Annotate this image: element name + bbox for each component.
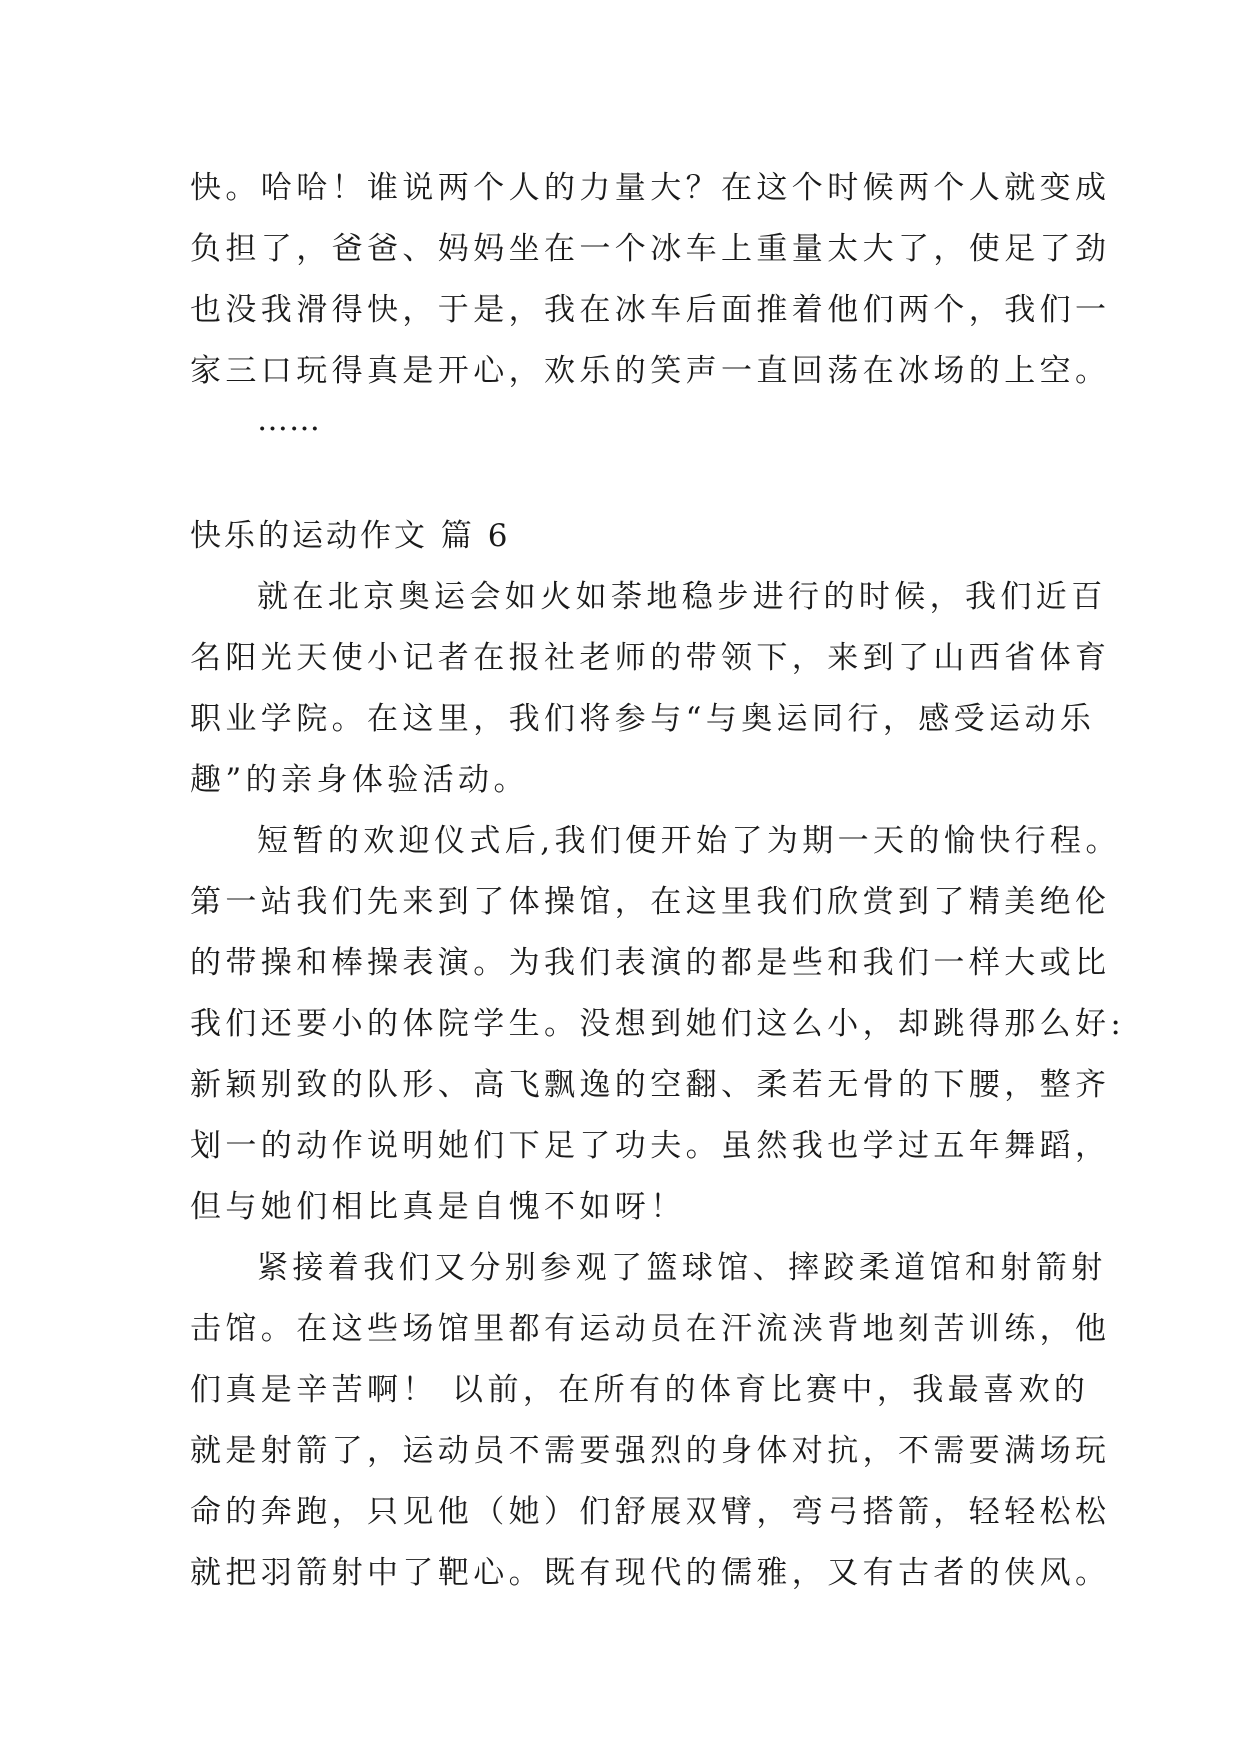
paragraph-2-line: 划一的动作说明她们下足了功夫。虽然我也学过五年舞蹈， <box>190 1128 1111 1164</box>
paragraph-3-line: 们真是辛苦啊！ 以前，在所有的体育比赛中，我最喜欢的 <box>190 1372 1090 1408</box>
paragraph-3-line: 就是射箭了，运动员不需要强烈的身体对抗，不需要满场玩 <box>190 1433 1111 1469</box>
section-heading: 快乐的运动作文 篇 6 <box>190 518 511 554</box>
paragraph-3-line: 就把羽箭射中了靶心。既有现代的儒雅，又有古者的侠风。 <box>190 1555 1111 1591</box>
paragraph-1-line: 趣”的亲身体验活动。 <box>190 762 529 798</box>
ellipsis: …… <box>257 402 321 438</box>
paragraph-3-line: 命的奔跑，只见他（她）们舒展双臂，弯弓搭箭，轻轻松松 <box>190 1494 1111 1530</box>
paragraph-2-line: 短暂的欢迎仪式后,我们便开始了为期一天的愉快行程。 <box>257 823 1121 859</box>
paragraph-2-line: 新颖别致的队形、高飞飘逸的空翻、柔若无骨的下腰，整齐 <box>190 1067 1111 1103</box>
text-line: 家三口玩得真是开心，欢乐的笑声一直回荡在冰场的上空。 <box>190 353 1111 389</box>
paragraph-1-line: 职业学院。在这里，我们将参与“与奥运同行，感受运动乐 <box>190 701 1096 737</box>
paragraph-1-line: 就在北京奥运会如火如荼地稳步进行的时候，我们近百 <box>257 579 1107 615</box>
paragraph-2-line: 我们还要小的体院学生。没想到她们这么小，却跳得那么好: <box>190 1006 1126 1042</box>
paragraph-3-line: 紧接着我们又分别参观了篮球馆、摔跤柔道馆和射箭射 <box>257 1250 1107 1286</box>
text-line: 负担了，爸爸、妈妈坐在一个冰车上重量太大了，使足了劲 <box>190 231 1111 267</box>
paragraph-1-line: 名阳光天使小记者在报社老师的带领下，来到了山西省体育 <box>190 640 1111 676</box>
text-line: 快。哈哈！谁说两个人的力量大？在这个时候两个人就变成 <box>190 170 1111 206</box>
paragraph-3-line: 击馆。在这些场馆里都有运动员在汗流浃背地刻苦训练，他 <box>190 1311 1111 1347</box>
text-line: 也没我滑得快，于是，我在冰车后面推着他们两个，我们一 <box>190 292 1111 328</box>
paragraph-2-line: 第一站我们先来到了体操馆，在这里我们欣赏到了精美绝伦 <box>190 884 1111 920</box>
paragraph-2-line: 的带操和棒操表演。为我们表演的都是些和我们一样大或比 <box>190 945 1111 981</box>
paragraph-2-line: 但与她们相比真是自愧不如呀！ <box>190 1189 686 1225</box>
